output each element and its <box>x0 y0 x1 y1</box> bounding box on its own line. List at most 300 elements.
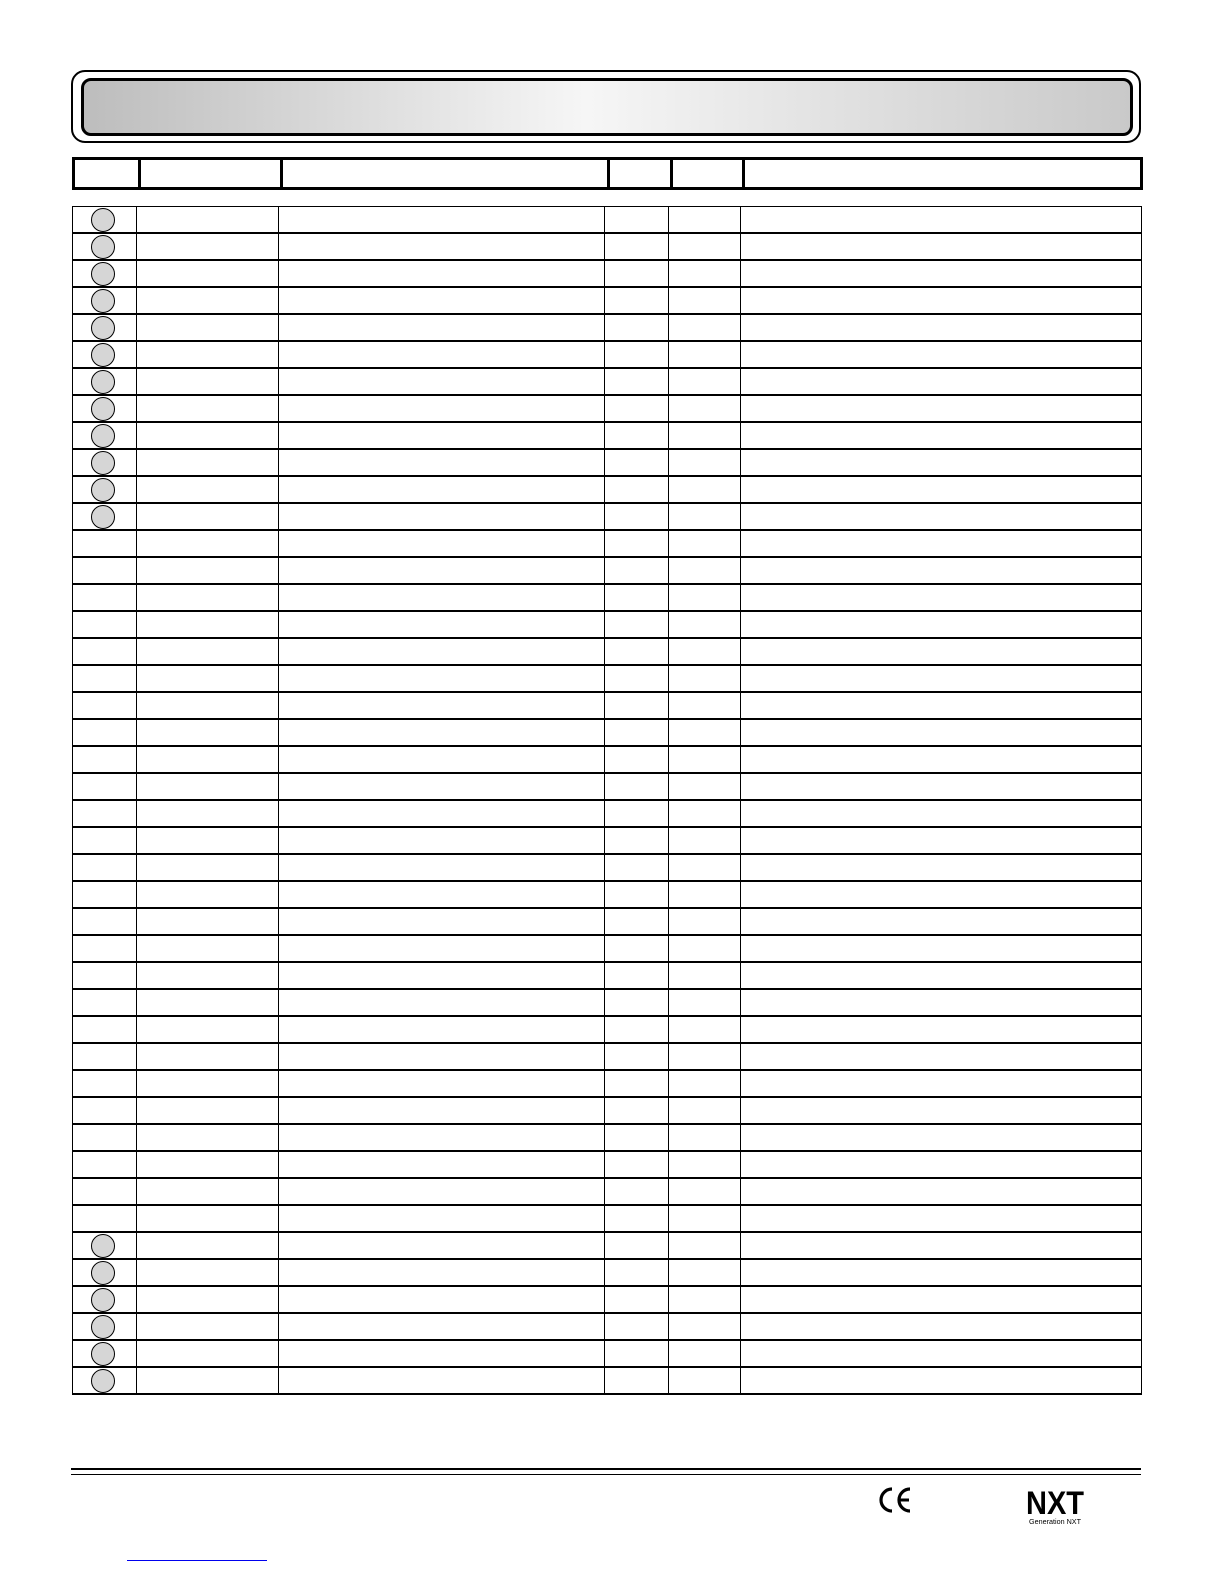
table-cell <box>741 692 1142 719</box>
table-cell <box>279 287 605 314</box>
table-cell <box>605 1232 669 1259</box>
table-cell <box>137 557 279 584</box>
table-cell <box>741 989 1142 1016</box>
table-row <box>73 719 1142 746</box>
table-cell <box>669 962 741 989</box>
table-row <box>73 368 1142 395</box>
table-row <box>73 1178 1142 1205</box>
table-cell <box>605 611 669 638</box>
table-cell <box>279 1043 605 1070</box>
ref-cell <box>73 638 137 665</box>
table-cell <box>279 1124 605 1151</box>
table-cell <box>669 1151 741 1178</box>
table-cell <box>741 854 1142 881</box>
table-row <box>73 827 1142 854</box>
table-cell <box>669 1070 741 1097</box>
table-cell <box>605 260 669 287</box>
logo-text: NXT <box>1026 1485 1085 1521</box>
table-cell <box>669 1232 741 1259</box>
table-row <box>73 557 1142 584</box>
table-cell <box>137 503 279 530</box>
ref-marker-icon <box>91 289 115 313</box>
table-cell <box>279 1070 605 1097</box>
ref-marker-icon <box>91 1234 115 1258</box>
table-cell <box>137 314 279 341</box>
table-row <box>73 1016 1142 1043</box>
ref-cell <box>73 584 137 611</box>
table-cell <box>137 854 279 881</box>
ref-cell <box>73 1070 137 1097</box>
table-cell <box>741 611 1142 638</box>
table-cell <box>605 854 669 881</box>
table-row <box>73 530 1142 557</box>
table-cell <box>137 935 279 962</box>
table-cell <box>605 827 669 854</box>
table-row <box>73 881 1142 908</box>
table-row <box>73 1070 1142 1097</box>
table-row <box>73 1340 1142 1367</box>
table-cell <box>605 1016 669 1043</box>
table-cell <box>137 719 279 746</box>
table-row <box>73 503 1142 530</box>
header-cell <box>74 159 140 189</box>
table-row <box>73 260 1142 287</box>
ref-marker-icon <box>91 451 115 475</box>
ref-cell <box>73 503 137 530</box>
table-row <box>73 962 1142 989</box>
table-cell <box>669 854 741 881</box>
table-cell <box>137 881 279 908</box>
table-cell <box>669 1043 741 1070</box>
table-row <box>73 1205 1142 1232</box>
page-title <box>81 78 1133 136</box>
table-cell <box>669 1124 741 1151</box>
table-cell <box>137 908 279 935</box>
table-cell <box>137 584 279 611</box>
table-cell <box>605 530 669 557</box>
table-row <box>73 989 1142 1016</box>
table-cell <box>605 665 669 692</box>
table-cell <box>741 773 1142 800</box>
ref-marker-icon <box>91 1342 115 1366</box>
table-cell <box>605 1205 669 1232</box>
table-cell <box>669 287 741 314</box>
ref-cell <box>73 827 137 854</box>
header-cell <box>744 159 1142 189</box>
table-cell <box>605 557 669 584</box>
ref-cell <box>73 233 137 260</box>
table-cell <box>605 1151 669 1178</box>
table-row <box>73 800 1142 827</box>
table-cell <box>279 746 605 773</box>
table-cell <box>669 260 741 287</box>
table-cell <box>279 314 605 341</box>
ref-marker-icon <box>91 1315 115 1339</box>
table-cell <box>279 1340 605 1367</box>
ref-marker-icon <box>91 343 115 367</box>
ref-cell <box>73 449 137 476</box>
table-cell <box>605 1367 669 1394</box>
ref-cell <box>73 962 137 989</box>
ref-marker-icon <box>91 397 115 421</box>
table-cell <box>605 207 669 234</box>
table-cell <box>741 368 1142 395</box>
column-header-table <box>72 157 1143 190</box>
header-cell <box>140 159 282 189</box>
table-cell <box>137 665 279 692</box>
table-cell <box>279 773 605 800</box>
ce-mark-icon <box>876 1484 916 1516</box>
table-row <box>73 908 1142 935</box>
table-cell <box>279 1286 605 1313</box>
table-row <box>73 746 1142 773</box>
table-cell <box>669 1097 741 1124</box>
table-cell <box>279 665 605 692</box>
table-cell <box>741 584 1142 611</box>
table-cell <box>605 1124 669 1151</box>
table-cell <box>137 1286 279 1313</box>
table-cell <box>137 1232 279 1259</box>
table-cell <box>669 233 741 260</box>
table-cell <box>741 1016 1142 1043</box>
table-cell <box>669 773 741 800</box>
table-row <box>73 1097 1142 1124</box>
table-cell <box>741 962 1142 989</box>
table-cell <box>669 638 741 665</box>
table-cell <box>741 881 1142 908</box>
table-row <box>73 395 1142 422</box>
table-cell <box>669 1205 741 1232</box>
table-cell <box>741 422 1142 449</box>
table-cell <box>279 1016 605 1043</box>
table-cell <box>669 611 741 638</box>
table-row <box>73 1151 1142 1178</box>
table-cell <box>669 800 741 827</box>
ref-cell <box>73 1313 137 1340</box>
table-cell <box>279 989 605 1016</box>
table-cell <box>137 1124 279 1151</box>
table-row <box>73 854 1142 881</box>
table-cell <box>669 395 741 422</box>
table-row <box>73 314 1142 341</box>
ref-cell <box>73 1097 137 1124</box>
table-cell <box>605 638 669 665</box>
ref-marker-icon <box>91 1369 115 1393</box>
ref-cell <box>73 1043 137 1070</box>
ref-cell <box>73 395 137 422</box>
table-cell <box>137 773 279 800</box>
table-cell <box>669 881 741 908</box>
table-cell <box>741 1286 1142 1313</box>
table-row <box>73 287 1142 314</box>
table-cell <box>137 1097 279 1124</box>
ref-cell <box>73 1124 137 1151</box>
table-cell <box>741 395 1142 422</box>
table-cell <box>279 530 605 557</box>
table-cell <box>741 476 1142 503</box>
table-cell <box>605 584 669 611</box>
ref-cell <box>73 1205 137 1232</box>
table-row <box>73 476 1142 503</box>
table-cell <box>741 557 1142 584</box>
table-cell <box>669 1340 741 1367</box>
ref-cell <box>73 908 137 935</box>
table-cell <box>279 503 605 530</box>
table-cell <box>669 503 741 530</box>
table-row <box>73 611 1142 638</box>
table-cell <box>669 989 741 1016</box>
table-cell <box>279 1178 605 1205</box>
table-cell <box>605 476 669 503</box>
ref-cell <box>73 368 137 395</box>
table-cell <box>137 1016 279 1043</box>
table-row <box>73 207 1142 234</box>
table-cell <box>137 1070 279 1097</box>
title-banner <box>71 70 1141 143</box>
ref-cell <box>73 719 137 746</box>
header-cell <box>609 159 672 189</box>
ref-cell <box>73 341 137 368</box>
footer-link[interactable] <box>127 1554 267 1561</box>
table-cell <box>741 1367 1142 1394</box>
table-cell <box>669 476 741 503</box>
table-cell <box>605 503 669 530</box>
table-cell <box>605 233 669 260</box>
table-cell <box>741 260 1142 287</box>
ref-cell <box>73 557 137 584</box>
table-cell <box>669 827 741 854</box>
table-cell <box>669 341 741 368</box>
table-cell <box>279 476 605 503</box>
table-cell <box>605 1097 669 1124</box>
ref-cell <box>73 530 137 557</box>
table-cell <box>605 989 669 1016</box>
ref-marker-icon <box>91 1261 115 1285</box>
table-cell <box>741 638 1142 665</box>
table-cell <box>741 746 1142 773</box>
ref-cell <box>73 1286 137 1313</box>
table-cell <box>279 422 605 449</box>
ref-cell <box>73 207 137 234</box>
table-cell <box>669 449 741 476</box>
table-cell <box>669 1178 741 1205</box>
table-cell <box>669 1259 741 1286</box>
table-cell <box>279 1367 605 1394</box>
table-cell <box>279 719 605 746</box>
parts-table <box>72 206 1142 1395</box>
table-cell <box>279 692 605 719</box>
table-cell <box>605 962 669 989</box>
table-cell <box>605 1178 669 1205</box>
table-cell <box>137 1151 279 1178</box>
logo-tagline: Generation NXT <box>1029 1519 1082 1526</box>
table-cell <box>669 557 741 584</box>
table-cell <box>605 773 669 800</box>
table-cell <box>137 800 279 827</box>
table-cell <box>137 530 279 557</box>
ref-marker-icon <box>91 208 115 232</box>
table-cell <box>279 1097 605 1124</box>
table-cell <box>605 746 669 773</box>
table-cell <box>137 1259 279 1286</box>
table-cell <box>669 584 741 611</box>
ref-cell <box>73 611 137 638</box>
table-cell <box>669 422 741 449</box>
table-cell <box>137 638 279 665</box>
footer-divider <box>71 1474 1141 1475</box>
ref-cell <box>73 422 137 449</box>
nxt-logo <box>1024 1484 1086 1526</box>
table-cell <box>605 719 669 746</box>
table-cell <box>137 287 279 314</box>
table-cell <box>137 368 279 395</box>
ref-cell <box>73 746 137 773</box>
header-cell <box>282 159 609 189</box>
table-cell <box>741 341 1142 368</box>
table-cell <box>279 827 605 854</box>
table-cell <box>741 287 1142 314</box>
table-cell <box>741 908 1142 935</box>
table-cell <box>741 827 1142 854</box>
table-cell <box>605 908 669 935</box>
ref-marker-icon <box>91 478 115 502</box>
table-cell <box>605 1259 669 1286</box>
table-row <box>73 1124 1142 1151</box>
ref-cell <box>73 1151 137 1178</box>
table-cell <box>669 207 741 234</box>
table-cell <box>741 1043 1142 1070</box>
table-cell <box>605 935 669 962</box>
table-cell <box>137 1205 279 1232</box>
table-cell <box>605 1043 669 1070</box>
table-row <box>73 1232 1142 1259</box>
table-cell <box>741 1097 1142 1124</box>
table-cell <box>279 1232 605 1259</box>
table-cell <box>279 638 605 665</box>
header-cell <box>672 159 744 189</box>
table-cell <box>137 449 279 476</box>
table-cell <box>605 1070 669 1097</box>
table-row <box>73 1259 1142 1286</box>
table-cell <box>741 800 1142 827</box>
table-row <box>73 638 1142 665</box>
table-row <box>73 692 1142 719</box>
table-cell <box>741 1151 1142 1178</box>
ref-cell <box>73 1232 137 1259</box>
table-cell <box>605 692 669 719</box>
table-cell <box>279 611 605 638</box>
header-row <box>74 159 1142 189</box>
table-cell <box>279 395 605 422</box>
table-cell <box>669 530 741 557</box>
table-cell <box>605 368 669 395</box>
table-row <box>73 422 1142 449</box>
table-cell <box>137 476 279 503</box>
table-cell <box>741 1340 1142 1367</box>
ref-cell <box>73 287 137 314</box>
table-cell <box>669 908 741 935</box>
table-row <box>73 1286 1142 1313</box>
table-cell <box>741 503 1142 530</box>
ref-cell <box>73 260 137 287</box>
table-cell <box>741 665 1142 692</box>
table-cell <box>279 207 605 234</box>
table-cell <box>605 314 669 341</box>
ref-cell <box>73 989 137 1016</box>
table-cell <box>669 935 741 962</box>
table-cell <box>137 692 279 719</box>
table-cell <box>279 557 605 584</box>
table-cell <box>669 746 741 773</box>
ref-cell <box>73 476 137 503</box>
table-cell <box>279 341 605 368</box>
ref-marker-icon <box>91 235 115 259</box>
table-cell <box>605 1286 669 1313</box>
table-cell <box>605 1340 669 1367</box>
table-cell <box>605 287 669 314</box>
table-cell <box>669 1016 741 1043</box>
table-cell <box>279 260 605 287</box>
ref-cell <box>73 314 137 341</box>
ref-cell <box>73 1340 137 1367</box>
table-cell <box>669 692 741 719</box>
table-cell <box>279 1259 605 1286</box>
ref-cell <box>73 1016 137 1043</box>
table-cell <box>605 395 669 422</box>
table-cell <box>137 233 279 260</box>
table-cell <box>137 1178 279 1205</box>
table-cell <box>279 854 605 881</box>
table-cell <box>279 962 605 989</box>
table-cell <box>279 1205 605 1232</box>
ref-marker-icon <box>91 262 115 286</box>
table-cell <box>605 1313 669 1340</box>
parts-table-body <box>73 207 1142 1395</box>
table-cell <box>137 341 279 368</box>
table-cell <box>279 1313 605 1340</box>
table-cell <box>669 665 741 692</box>
table-cell <box>741 1124 1142 1151</box>
table-cell <box>741 207 1142 234</box>
table-cell <box>279 368 605 395</box>
table-cell <box>605 422 669 449</box>
table-cell <box>137 611 279 638</box>
table-cell <box>279 584 605 611</box>
table-cell <box>137 207 279 234</box>
table-row <box>73 935 1142 962</box>
table-cell <box>137 989 279 1016</box>
table-cell <box>137 827 279 854</box>
footer-divider <box>71 1468 1141 1470</box>
table-row <box>73 233 1142 260</box>
table-row <box>73 1313 1142 1340</box>
ref-cell <box>73 881 137 908</box>
table-cell <box>279 1151 605 1178</box>
ref-cell <box>73 665 137 692</box>
table-cell <box>137 395 279 422</box>
table-cell <box>741 233 1142 260</box>
table-cell <box>137 746 279 773</box>
ref-cell <box>73 935 137 962</box>
table-row <box>73 449 1142 476</box>
table-cell <box>605 341 669 368</box>
ref-marker-icon <box>91 316 115 340</box>
table-row <box>73 584 1142 611</box>
table-cell <box>605 881 669 908</box>
table-cell <box>669 314 741 341</box>
table-cell <box>605 800 669 827</box>
table-cell <box>741 1205 1142 1232</box>
